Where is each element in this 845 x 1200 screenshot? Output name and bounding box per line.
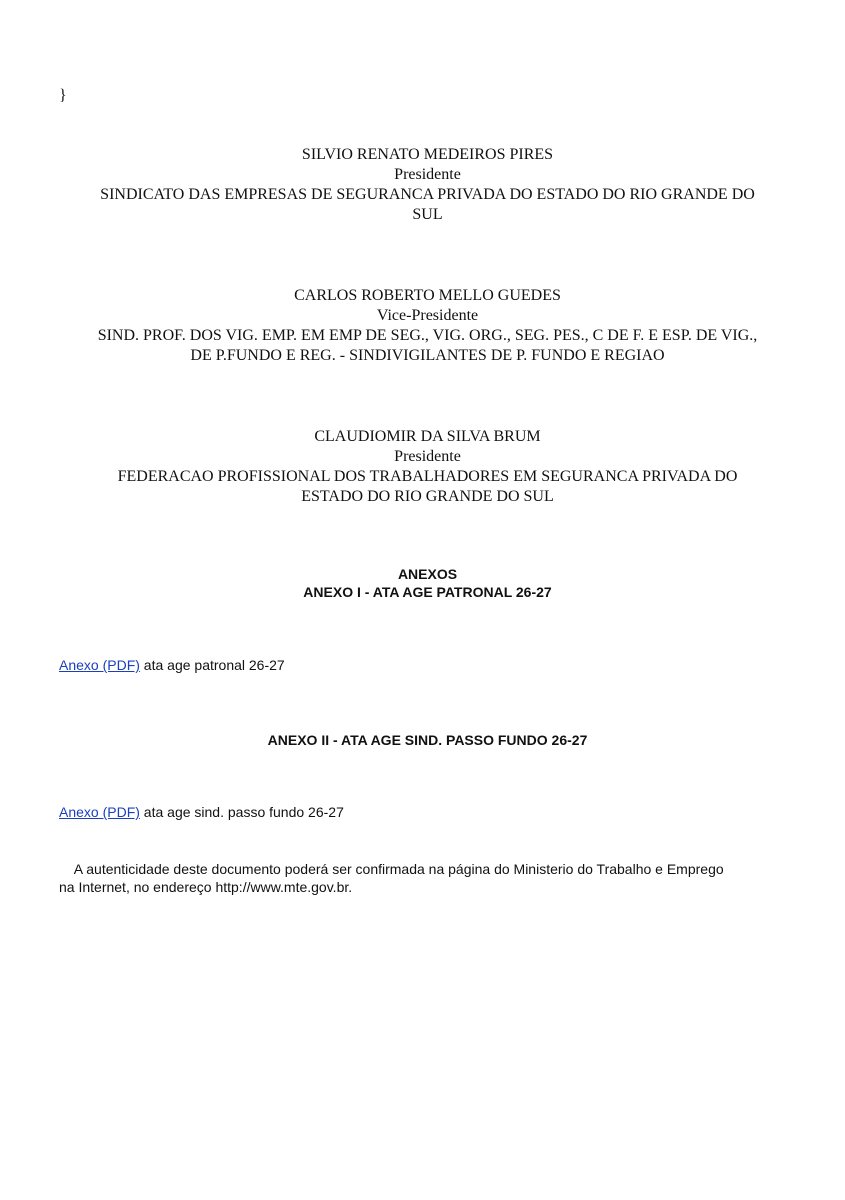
authenticity-notice-line: A autenticidade deste documento poderá ser confirmada na página do Ministerio do Trabalho e Emprego (59, 861, 724, 877)
signature-block (40, 427, 815, 507)
signature-block (40, 145, 815, 225)
signatory-organization-line: SINDICATO DAS EMPRESAS DE SEGURANCA PRIVADA DO ESTADO DO RIO GRANDE DO (100, 186, 755, 203)
signatory-name: CARLOS ROBERTO MELLO GUEDES (294, 287, 561, 304)
signatory-name: SILVIO RENATO MEDEIROS PIRES (301, 146, 554, 163)
signatory-role: Vice-Presidente (376, 307, 479, 324)
signatory-organization-line: DE P.FUNDO E REG. - SINDIVIGILANTES DE P. FUNDO E REGIAO (190, 347, 665, 364)
annex-attachment (59, 803, 344, 821)
signatory-organization-line: FEDERACAO PROFISSIONAL DOS TRABALHADORES EM SEGURANCA PRIVADA DO (117, 468, 738, 485)
signatory-role: Presidente (394, 448, 461, 465)
annex-description: ata age sind. passo fundo 26-27 (139, 804, 344, 820)
annexes-title: ANEXOS (397, 566, 458, 582)
closing-brace: } (59, 87, 67, 104)
signatory-organization-line: ESTADO DO RIO GRANDE DO SUL (301, 488, 554, 505)
signatory-role: Presidente (394, 166, 461, 183)
annex-pdf-link[interactable]: Anexo (PDF) (59, 657, 140, 673)
signatory-name: CLAUDIOMIR DA SILVA BRUM (314, 428, 541, 445)
annex-heading: ANEXO II - ATA AGE SIND. PASSO FUNDO 26-27 (267, 732, 588, 748)
signatory-organization-line: SIND. PROF. DOS VIG. EMP. EM EMP DE SEG., VIG. ORG., SEG. PES., C DE F. E ESP. DE VIG., (97, 327, 758, 344)
signatory-organization-line: SUL (412, 206, 443, 223)
annex-attachment (59, 656, 285, 674)
annex-pdf-link[interactable]: Anexo (PDF) (59, 804, 140, 820)
annex-description: ata age patronal 26-27 (139, 657, 285, 673)
signature-block (40, 286, 815, 366)
authenticity-notice (59, 860, 804, 896)
authenticity-notice-line: na Internet, no endereço http://www.mte.gov.br. (59, 879, 353, 895)
annex-heading: ANEXO I - ATA AGE PATRONAL 26-27 (303, 584, 552, 600)
